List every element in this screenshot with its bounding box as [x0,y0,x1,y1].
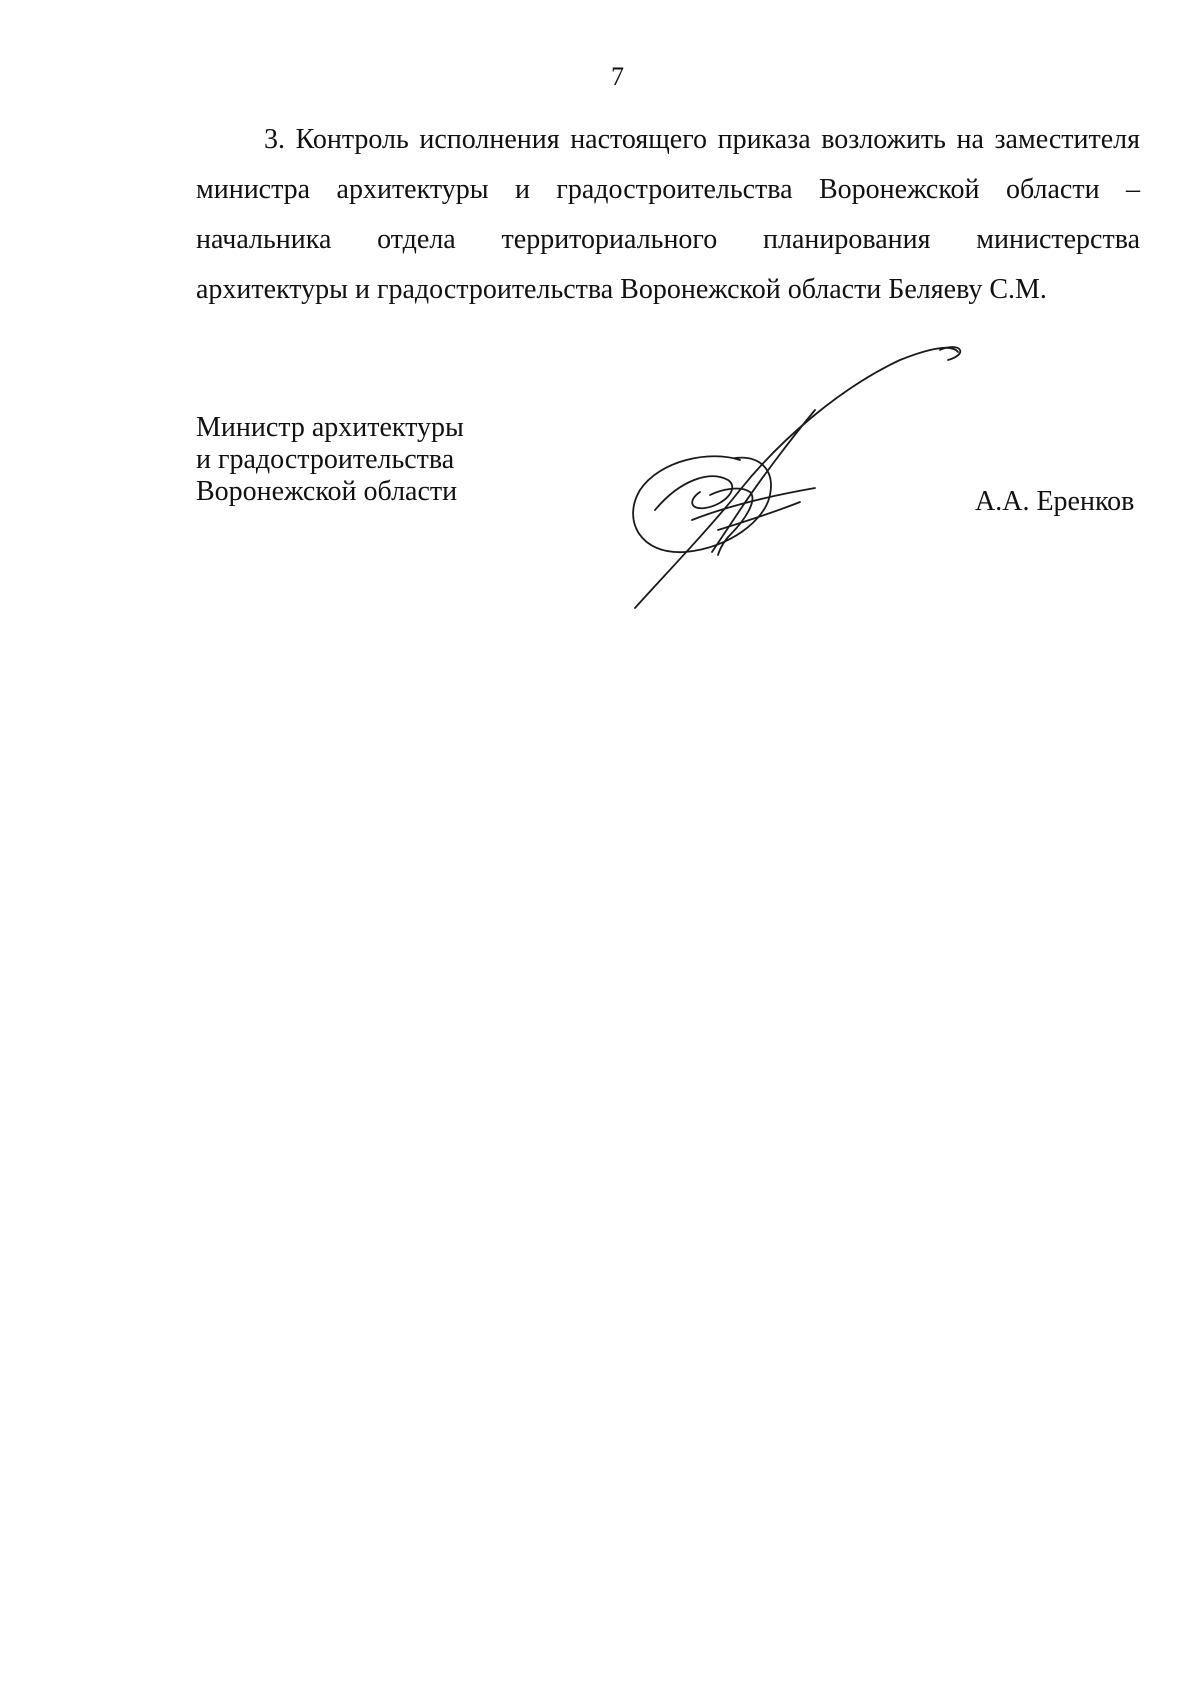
signatory-title-line-2: и градостроительства [196,444,455,475]
handwritten-signature [600,330,980,620]
signatory-title-line-3: Воронежской области [196,476,458,507]
signatory-title-line-1: Министр архитектуры [196,412,464,443]
paragraph-3: 3. Контроль исполнения настоящего приказа возложить на заместителя министра архитектуры и градостроительства Воронежской области – начальника отдела территориального планирования министерства архитектуры и градостроительства Воронежской области Беляеву С.М. [196,124,1140,305]
signatory-title [196,412,464,508]
signer-name: А.А. Еренков [975,486,1135,517]
page-number: 7 [611,62,624,91]
